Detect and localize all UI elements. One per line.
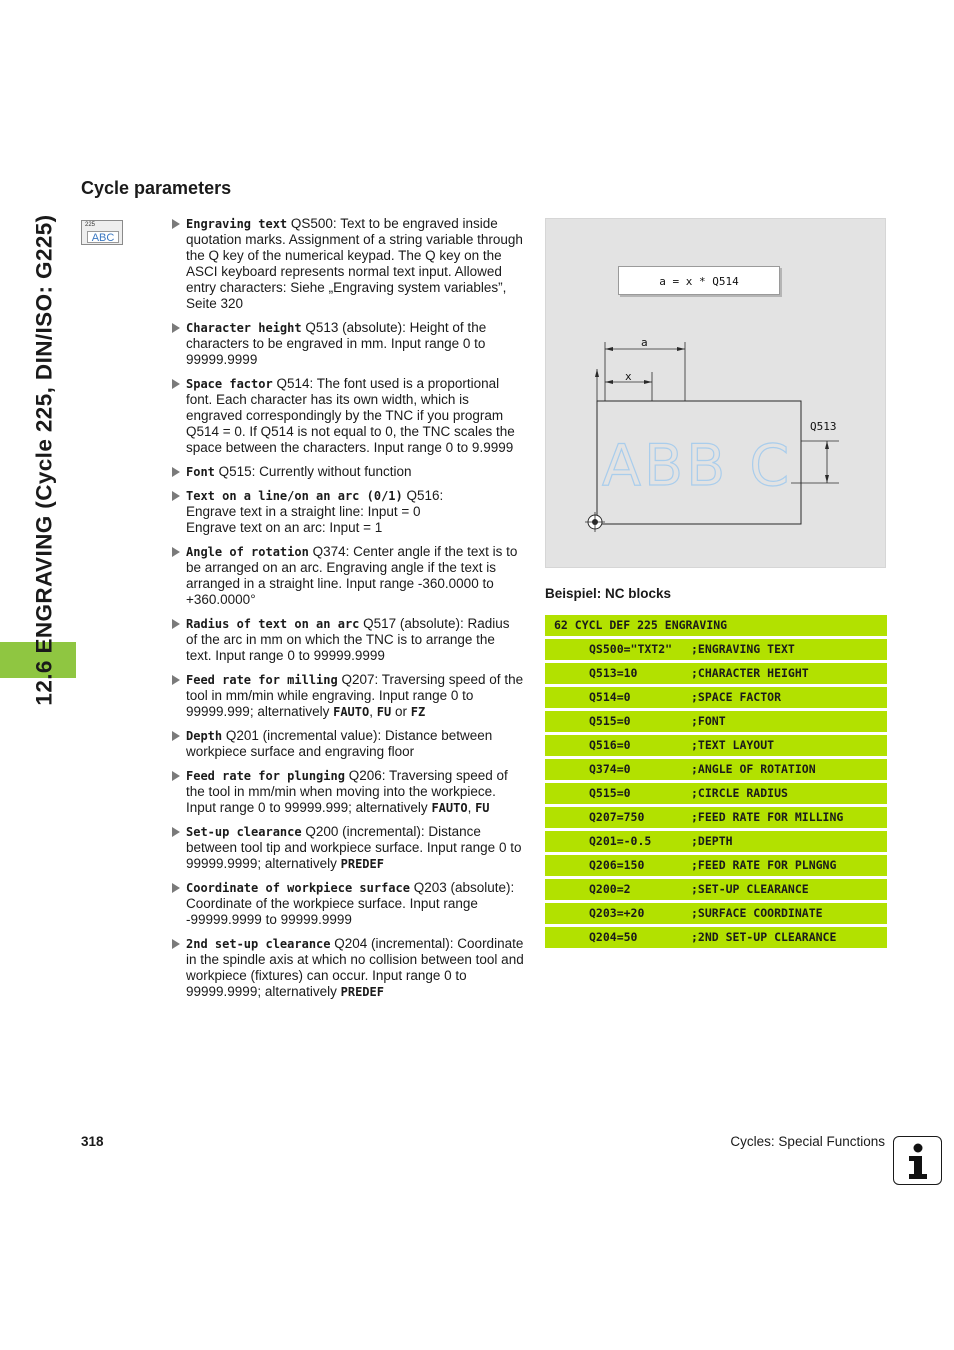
nc-comment: ;SPACE FACTOR [691,690,782,704]
nc-code: Q206=150 [589,858,645,872]
nc-block-row [545,903,887,924]
nc-block-row [545,831,887,852]
param-desc: Q516: [402,488,444,503]
nc-code: Q515=0 [589,714,631,728]
bullet-arrow-icon [172,675,180,685]
bullet-arrow-icon [172,731,180,741]
arrow-icon [825,441,829,449]
param-desc: QS500: Text to be engraved inside quotation marks. Assignment of a string variable through the Q key of the numerical keypad. The Q key on the ASCI keyboard represents normal text input. Allowed entry characters: Siehe „Engraving system variables”, Seite 320 [186,216,523,311]
bullet-arrow-icon [172,467,180,477]
param-option-line: Engrave text on an arc: Input = 1 [186,520,383,535]
param-desc: Q200 (incremental): Distance between tool tip and workpiece surface. Input range 0 to 99999.9999; alternatively [186,824,522,871]
nc-block-row [545,735,887,756]
keyword-fu: FU [376,705,392,719]
param-desc: Q203 (absolute): Coordinate of the workpiece surface. Input range -99999.9999 to 99999.9999 [186,880,515,927]
example-heading: Beispiel: NC blocks [545,586,672,601]
param-desc: Q517 (absolute): Radius of the arc in mm on which the TNC is to arrange the text. Input range 0 to 99999.9999 [186,616,510,663]
nc-comment: ;SURFACE COORDINATE [691,906,823,920]
param-desc: Q374: Center angle if the text is to be arranged on an arc. Engraving angle if the text is arranged in a straight line. Input range -360.0000 to +360.0000° [186,544,518,607]
param-option-line: Engrave text in a straight line: Input = 0 [186,504,421,519]
separator: , [369,704,377,719]
param-font [172,464,524,480]
separator: , [467,800,476,815]
keyword-fu: FU [475,801,490,815]
nc-code: Q513=10 [589,666,638,680]
dimension-label-q513: Q513 [810,420,837,433]
nc-block-row [545,687,887,708]
nc-comment: ;FONT [691,714,726,728]
nc-code: Q207=750 [589,810,645,824]
param-2nd-setup-clearance [172,936,524,1000]
page-number: 318 [81,1134,104,1149]
arrow-icon [605,380,613,384]
keyword-fz: FZ [410,705,426,719]
param-depth [172,728,524,760]
param-desc: Q201 (incremental value): Distance between workpiece surface and engraving floor [186,728,493,759]
param-desc: Q204 (incremental): Coordinate in the spindle axis at which no collision between tool and workpiece (fixtures) can occur. Input range 0 to 99999.9999; alternatively [186,936,524,999]
footer-title: Cycles: Special Functions [730,1134,885,1149]
param-name: Character height [186,321,302,335]
info-glyph [894,1137,943,1186]
nc-comment: ;CIRCLE RADIUS [691,786,788,800]
param-radius-on-arc [172,616,524,664]
nc-comment: ;ANGLE OF ROTATION [691,762,816,776]
param-name: Angle of rotation [186,545,309,559]
param-desc: Q513 (absolute): Height of the characters to be engraved in mm. Input range 0 to 99999.9999 [186,320,487,367]
nc-code: Q200=2 [589,882,631,896]
arrow-icon [595,369,599,377]
param-setup-clearance [172,824,524,872]
param-feed-rate-plunging [172,768,524,816]
nc-block-row [545,927,887,948]
keyword-fauto: FAUTO [333,705,370,719]
bullet-arrow-icon [172,323,180,333]
nc-comment: ;SET-UP CLEARANCE [691,882,809,896]
param-name: Radius of text on an arc [186,617,360,631]
param-desc: Q515: Currently without function [214,464,412,479]
formula-box: a = x * Q514 [618,266,780,295]
nc-comment: ;ENGRAVING TEXT [691,642,795,656]
bullet-arrow-icon [172,619,180,629]
parameter-list [172,216,524,1008]
param-name: Feed rate for plunging [186,769,345,783]
engraving-diagram [545,218,886,568]
cycle-number: 225 [85,222,96,228]
nc-block-row [545,879,887,900]
nc-block-row [545,855,887,876]
bullet-arrow-icon [172,379,180,389]
cycle-225-softkey-icon [81,220,123,245]
bullet-arrow-icon [172,939,180,949]
nc-blocks-table [545,615,887,951]
nc-code: Q515=0 [589,786,631,800]
nc-comment: ;FEED RATE FOR PLNGNG [691,858,837,872]
param-surface-coordinate [172,880,524,928]
param-name: 2nd set-up clearance [186,937,331,951]
bullet-arrow-icon [172,547,180,557]
arrow-icon [677,347,685,351]
keyword-predef: PREDEF [340,985,384,999]
keyword-predef: PREDEF [340,857,384,871]
nc-code: QS500="TXT2" [589,642,673,656]
arrow-icon [644,380,652,384]
arrow-icon [605,347,613,351]
nc-code: Q201=-0.5 [589,834,652,848]
param-text-layout [172,488,524,536]
nc-header-text: 62 CYCL DEF 225 ENGRAVING [554,618,728,632]
arrow-icon [825,475,829,483]
nc-comment: ;TEXT LAYOUT [691,738,775,752]
cycle-icon-label: ABC [87,231,119,243]
nc-code: Q514=0 [589,690,631,704]
nc-block-header [545,615,887,636]
param-desc: Q207: Traversing speed of the tool in mm/min while engraving. Input range 0 to 99999.999; alternatively [186,672,524,719]
nc-code: Q516=0 [589,738,631,752]
nc-comment: ;CHARACTER HEIGHT [691,666,809,680]
bullet-arrow-icon [172,883,180,893]
bullet-arrow-icon [172,827,180,837]
nc-code: Q203=+20 [589,906,645,920]
info-icon [893,1136,942,1185]
bullet-arrow-icon [172,771,180,781]
engraved-sample-text: ABB C [602,433,793,499]
nc-comment: ;FEED RATE FOR MILLING [691,810,844,824]
nc-comment: ;DEPTH [691,834,733,848]
bullet-arrow-icon [172,219,180,229]
dimension-label-a: a [641,336,648,349]
nc-code: Q374=0 [589,762,631,776]
param-name: Set-up clearance [186,825,302,839]
param-name: Coordinate of workpiece surface [186,881,410,895]
param-character-height [172,320,524,368]
param-name: Depth [186,729,223,743]
nc-block-row [545,759,887,780]
nc-comment: ;2ND SET-UP CLEARANCE [691,930,837,944]
chapter-side-title [25,180,65,740]
param-space-factor [172,376,524,456]
nc-code: Q204=50 [589,930,638,944]
chapter-title-text: 12.6 ENGRAVING (Cycle 225, DIN/ISO: G225) [32,214,57,706]
nc-block-row [545,783,887,804]
param-name: Feed rate for milling [186,673,338,687]
param-angle-of-rotation [172,544,524,608]
bullet-arrow-icon [172,491,180,501]
nc-block-row [545,639,887,660]
param-engraving-text [172,216,524,312]
nc-block-row [545,711,887,732]
section-heading: Cycle parameters [81,178,232,198]
separator: or [391,704,411,719]
param-desc: Q514: The font used is a proportional font. Each character has its own width, which is engraved correspondingly by the TNC if you program Q514 = 0. If Q514 is not equal to 0, the TNC scales the space between the characters. Input range 0 to 9.9999 [186,376,515,455]
param-desc: Q206: Traversing speed of the tool in mm/min when moving into the workpiece. Input range 0 to 99999.999; alternatively [186,768,508,815]
nc-block-row [545,807,887,828]
param-feed-rate-milling [172,672,524,720]
keyword-fauto: FAUTO [431,801,468,815]
param-name: Text on a line/on an arc (0/1) [186,489,403,503]
param-name: Space factor [186,377,273,391]
param-name: Engraving text [186,217,288,231]
nc-block-row [545,663,887,684]
param-name: Font [186,465,215,479]
dimension-label-x: x [625,370,632,383]
